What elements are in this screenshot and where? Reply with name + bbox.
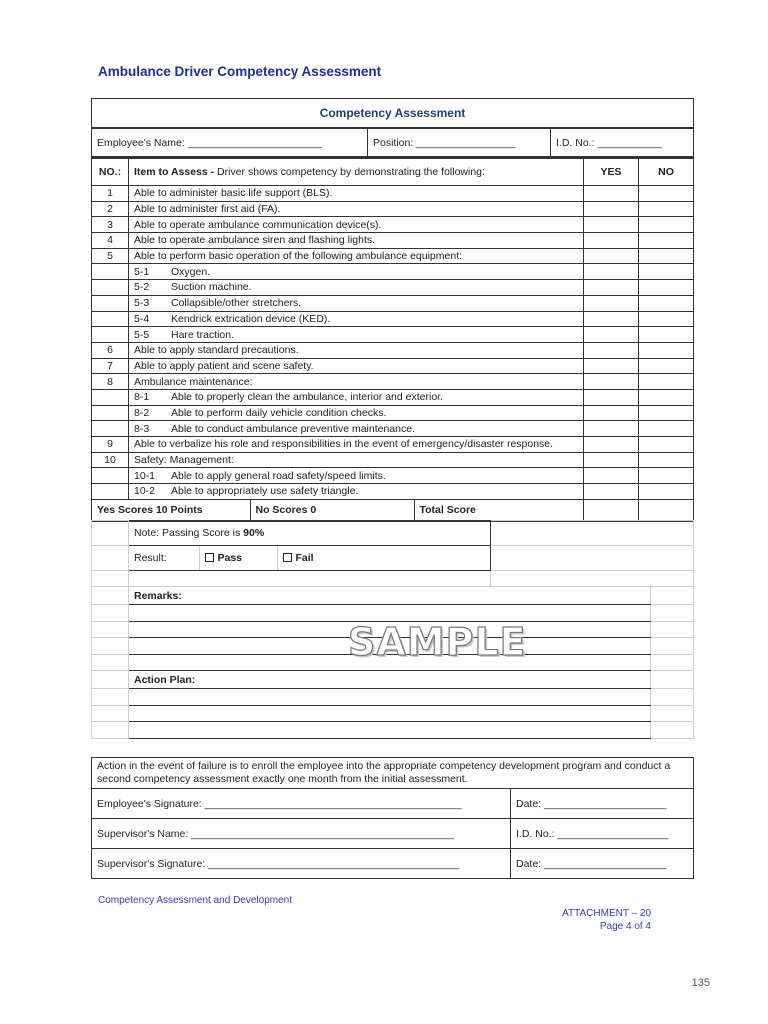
item-number [92, 421, 129, 437]
item-description [129, 389, 584, 405]
item-number: 5 [92, 248, 129, 264]
id-number-field[interactable]: I.D. No.: ___________ [551, 129, 694, 158]
item-no-cell[interactable] [639, 264, 694, 280]
item-sub-number: 5-1 [134, 265, 150, 278]
item-text: Kendrick extrication device (KED). [171, 312, 331, 325]
items-column-header [92, 159, 694, 186]
item-no-cell[interactable] [639, 405, 694, 421]
total-no-cell[interactable] [639, 499, 694, 521]
item-text: Collapsible/other stretchers. [171, 297, 302, 310]
item-description [129, 421, 584, 437]
employee-date-field[interactable]: Date: _____________________ [511, 789, 694, 819]
item-number: 3 [92, 217, 129, 233]
item-number [92, 405, 129, 421]
item-sub-number: 5-2 [134, 281, 150, 294]
no-scores-label: No Scores 0 [250, 500, 414, 521]
action-plan-line[interactable] [129, 689, 651, 706]
item-sub-number: 8-2 [134, 406, 150, 419]
item-text: Able to perform basic operation of the following ambulance equipment: [134, 250, 463, 263]
item-text: Able to administer first aid (FA). [134, 203, 281, 216]
column-yes: YES [584, 159, 639, 186]
item-number: 10 [92, 452, 129, 468]
form-header [91, 98, 694, 128]
item-sub-number: 8-1 [134, 391, 150, 404]
item-no-cell[interactable] [639, 452, 694, 468]
item-row [92, 358, 694, 374]
total-yes-cell[interactable] [584, 499, 639, 521]
item-row [92, 201, 694, 217]
footer-attachment: ATTACHMENT – 20 [562, 908, 651, 919]
item-text: Able to perform daily vehicle condition checks. [171, 406, 387, 419]
item-yes-cell[interactable] [584, 186, 639, 202]
item-number: 9 [92, 437, 129, 453]
scores-row [92, 499, 694, 521]
item-sub-number: 5-4 [134, 312, 150, 325]
pass-option[interactable] [199, 546, 277, 570]
item-text: Able to apply standard precautions. [134, 344, 299, 357]
item-number [92, 311, 129, 327]
passing-score-value: 90% [243, 527, 265, 539]
passing-score-prefix: Note: Passing Score is [134, 527, 244, 539]
item-yes-cell[interactable] [584, 264, 639, 280]
item-sub-number: 5-5 [134, 328, 150, 341]
item-sub-number: 10-1 [134, 469, 156, 482]
item-number [92, 264, 129, 280]
item-no-cell[interactable] [639, 484, 694, 500]
item-no-cell[interactable] [639, 248, 694, 264]
passing-score-note [129, 521, 491, 546]
item-no-cell[interactable] [639, 327, 694, 343]
item-row [92, 186, 694, 202]
supervisor-id-field[interactable]: I.D. No.: ___________________ [511, 819, 694, 849]
page-number: 135 [691, 977, 710, 989]
item-number: 7 [92, 358, 129, 374]
remarks-line[interactable] [129, 605, 651, 622]
item-text: Able to verbalize his role and responsibilities in the event of emergency/disaster response. [134, 438, 554, 451]
item-description [129, 233, 584, 249]
employee-info-row [91, 128, 694, 158]
item-no-cell[interactable] [639, 342, 694, 358]
item-number [92, 468, 129, 484]
item-yes-cell[interactable] [584, 437, 639, 453]
item-yes-cell[interactable] [584, 327, 639, 343]
item-description [129, 405, 584, 421]
item-description [129, 186, 584, 202]
item-yes-cell[interactable] [584, 374, 639, 390]
item-yes-cell[interactable] [584, 389, 639, 405]
footer-attachment-block [562, 907, 651, 933]
item-yes-cell[interactable] [584, 342, 639, 358]
item-number [92, 484, 129, 500]
remarks-label: Remarks: [129, 587, 651, 605]
pass-label: Pass [217, 552, 243, 564]
item-description [129, 295, 584, 311]
item-no-cell[interactable] [639, 389, 694, 405]
item-description [129, 264, 584, 280]
item-row [92, 389, 694, 405]
action-plan-line[interactable] [129, 705, 651, 722]
item-text: Able to conduct ambulance preventive maintenance. [171, 422, 415, 435]
item-text: Able to appropriately use safety triangle. [171, 485, 359, 498]
action-plan-line[interactable] [129, 722, 651, 739]
form-header-title: Competency Assessment [92, 99, 694, 128]
yes-scores-label: Yes Scores 10 Points [92, 500, 250, 521]
item-description [129, 437, 584, 453]
item-text: Able to apply patient and scene safety. [134, 359, 314, 372]
item-text: Suction machine. [171, 281, 252, 294]
item-yes-cell[interactable] [584, 358, 639, 374]
item-number: 1 [92, 186, 129, 202]
result-box [129, 546, 491, 571]
item-row [92, 421, 694, 437]
item-text: Able to properly clean the ambulance, interior and exterior. [171, 391, 443, 404]
items-body [92, 186, 694, 500]
item-text: Ambulance maintenance: [134, 375, 253, 388]
item-row [92, 374, 694, 390]
employee-name-field[interactable]: Employee's Name: _______________________ [92, 129, 368, 158]
item-yes-cell[interactable] [584, 233, 639, 249]
item-description [129, 468, 584, 484]
item-text: Able to administer basic life support (BLS). [134, 187, 333, 200]
item-number [92, 389, 129, 405]
item-sub-number: 8-3 [134, 422, 150, 435]
position-field[interactable]: Position: _________________ [368, 129, 551, 158]
item-yes-cell[interactable] [584, 468, 639, 484]
item-description [129, 201, 584, 217]
sample-watermark: SAMPLE [348, 620, 527, 664]
item-text: Hare traction. [171, 328, 235, 341]
item-yes-cell[interactable] [584, 405, 639, 421]
item-yes-cell[interactable] [584, 201, 639, 217]
item-description [129, 342, 584, 358]
item-row [92, 484, 694, 500]
item-number [92, 280, 129, 296]
item-sub-number: 10-2 [134, 485, 156, 498]
column-item-desc: Driver shows competency by demonstrating the following: [214, 166, 485, 178]
item-no-cell[interactable] [639, 280, 694, 296]
supervisor-name-field[interactable]: Supervisor's Name: _____________________________________________ [92, 819, 511, 849]
item-row [92, 327, 694, 343]
item-yes-cell[interactable] [584, 421, 639, 437]
pass-checkbox-icon[interactable] [205, 553, 214, 562]
item-description [129, 280, 584, 296]
item-number: 4 [92, 233, 129, 249]
item-yes-cell[interactable] [584, 295, 639, 311]
employee-signature-field[interactable]: Employee's Signature: ____________________________________________ [92, 789, 511, 819]
item-text: Able to operate ambulance siren and flashing lights. [134, 234, 376, 247]
item-description [129, 311, 584, 327]
item-row [92, 248, 694, 264]
item-description [129, 358, 584, 374]
item-row [92, 295, 694, 311]
item-description [129, 217, 584, 233]
item-row [92, 311, 694, 327]
item-no-cell[interactable] [639, 295, 694, 311]
item-row [92, 452, 694, 468]
item-row [92, 217, 694, 233]
result-label: Result: [129, 546, 199, 570]
item-description [129, 327, 584, 343]
item-no-cell[interactable] [639, 437, 694, 453]
supervisor-signature-field[interactable]: Supervisor's Signature: ___________________________________________ [92, 849, 511, 879]
footer-department: Competency Assessment and Development [98, 895, 292, 906]
fail-option[interactable] [277, 546, 490, 570]
item-sub-number: 5-3 [134, 297, 150, 310]
total-score-label: Total Score [419, 504, 476, 517]
item-no-cell[interactable] [639, 186, 694, 202]
item-row [92, 280, 694, 296]
document-title: Ambulance Driver Competency Assessment [98, 64, 382, 79]
column-no-answer: NO [639, 159, 694, 186]
column-no: NO.: [92, 159, 129, 186]
item-description [129, 248, 584, 264]
item-yes-cell[interactable] [584, 311, 639, 327]
item-no-cell[interactable] [639, 233, 694, 249]
item-no-cell[interactable] [639, 421, 694, 437]
item-yes-cell[interactable] [584, 280, 639, 296]
item-text: Able to operate ambulance communication device(s). [134, 218, 382, 231]
item-row [92, 468, 694, 484]
column-item-bold: Item to Assess - [134, 166, 215, 178]
assessment-form [91, 98, 693, 522]
item-yes-cell[interactable] [584, 452, 639, 468]
item-row [92, 405, 694, 421]
item-number: 8 [92, 374, 129, 390]
items-table [91, 158, 694, 522]
item-yes-cell[interactable] [584, 484, 639, 500]
item-number [92, 295, 129, 311]
item-description [129, 484, 584, 500]
fail-checkbox-icon[interactable] [283, 553, 292, 562]
fail-label: Fail [295, 552, 314, 564]
item-number: 6 [92, 342, 129, 358]
item-row [92, 233, 694, 249]
action-plan-label: Action Plan: [129, 671, 651, 689]
supervisor-date-field[interactable]: Date: _____________________ [511, 849, 694, 879]
failure-note: Action in the event of failure is to enroll the employee into the appropriate competency development program and conduct a second competency assessment exactly one month from the initial assessment. [92, 758, 694, 789]
item-row [92, 437, 694, 453]
item-yes-cell[interactable] [584, 217, 639, 233]
item-description [129, 452, 584, 468]
column-item [129, 159, 584, 186]
item-no-cell[interactable] [639, 374, 694, 390]
item-text: Safety: Management: [134, 454, 234, 467]
item-text: Oxygen. [171, 265, 211, 278]
item-row [92, 342, 694, 358]
item-row [92, 264, 694, 280]
item-yes-cell[interactable] [584, 248, 639, 264]
item-no-cell[interactable] [639, 217, 694, 233]
item-no-cell[interactable] [639, 201, 694, 217]
item-text: Able to apply general road safety/speed limits. [171, 469, 386, 482]
item-number [92, 327, 129, 343]
item-number: 2 [92, 201, 129, 217]
footer-page-of: Page 4 of 4 [599, 921, 651, 932]
item-description [129, 374, 584, 390]
item-no-cell[interactable] [639, 311, 694, 327]
signature-section [91, 757, 693, 879]
item-no-cell[interactable] [639, 468, 694, 484]
item-no-cell[interactable] [639, 358, 694, 374]
